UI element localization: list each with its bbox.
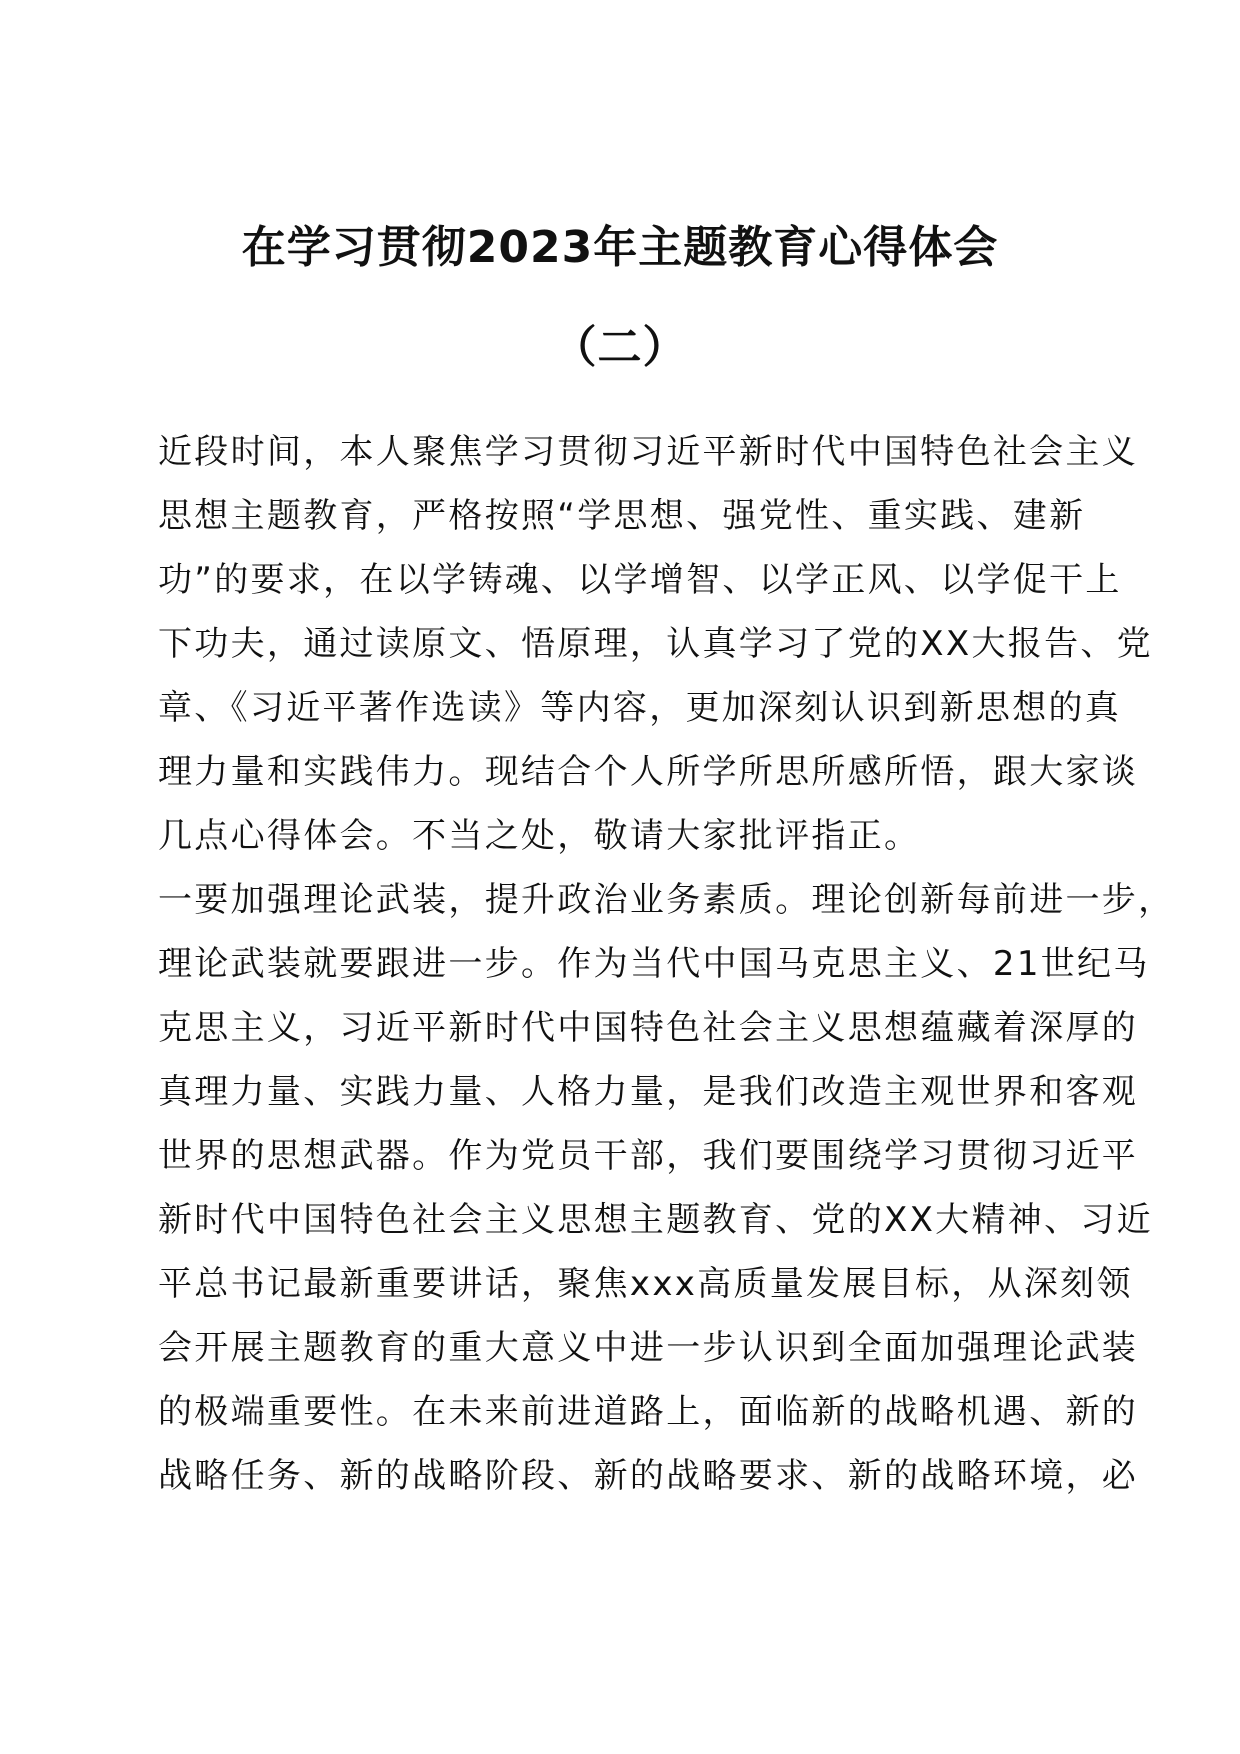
body-line: 新时代中国特色社会主义思想主题教育、党的XX大精神、习近 [158,1200,1153,1240]
body-line: 战略任务、新的战略阶段、新的战略要求、新的战略环境，必 [158,1456,1139,1496]
body-line: 理论武装就要跟进一步。作为当代中国马克思主义、21世纪马 [158,944,1150,984]
document-title: 在学习贯彻2023年主题教育心得体会 [241,222,999,273]
body-line: 的极端重要性。在未来前进道路上，面临新的战略机遇、新的 [158,1392,1139,1432]
body-line: 克思主义，习近平新时代中国特色社会主义思想蕴藏着深厚的 [158,1008,1139,1048]
body-line: 会开展主题教育的重大意义中进一步认识到全面加强理论武装 [158,1328,1139,1368]
document-body [158,420,1175,1508]
body-line: 功”的要求，在以学铸魂、以学增智、以学正风、以学促干上 [158,560,1122,600]
body-line: 世界的思想武器。作为党员干部，我们要围绕学习贯彻习近平 [158,1136,1139,1176]
body-line: 章、《习近平著作选读》等内容，更加深刻认识到新思想的真 [158,688,1122,728]
document-subtitle: （二） [552,322,688,373]
body-line: 平总书记最新重要讲话，聚焦xxx高质量发展目标，从深刻领 [158,1264,1133,1304]
body-line: 下功夫，通过读原文、悟原理，认真学习了党的XX大报告、党 [158,624,1153,664]
body-line: 思想主题教育，严格按照“学思想、强党性、重实践、建新 [158,496,1086,536]
body-line: 一要加强理论武装，提升政治业务素质。理论创新每前进一步， [158,880,1175,920]
body-line: 真理力量、实践力量、人格力量，是我们改造主观世界和客观 [158,1072,1139,1112]
body-line: 几点心得体会。不当之处，敬请大家批评指正。 [158,816,921,856]
body-line: 近段时间，本人聚焦学习贯彻习近平新时代中国特色社会主义 [158,432,1139,472]
body-line: 理力量和实践伟力。现结合个人所学所思所感所悟，跟大家谈 [158,752,1139,792]
